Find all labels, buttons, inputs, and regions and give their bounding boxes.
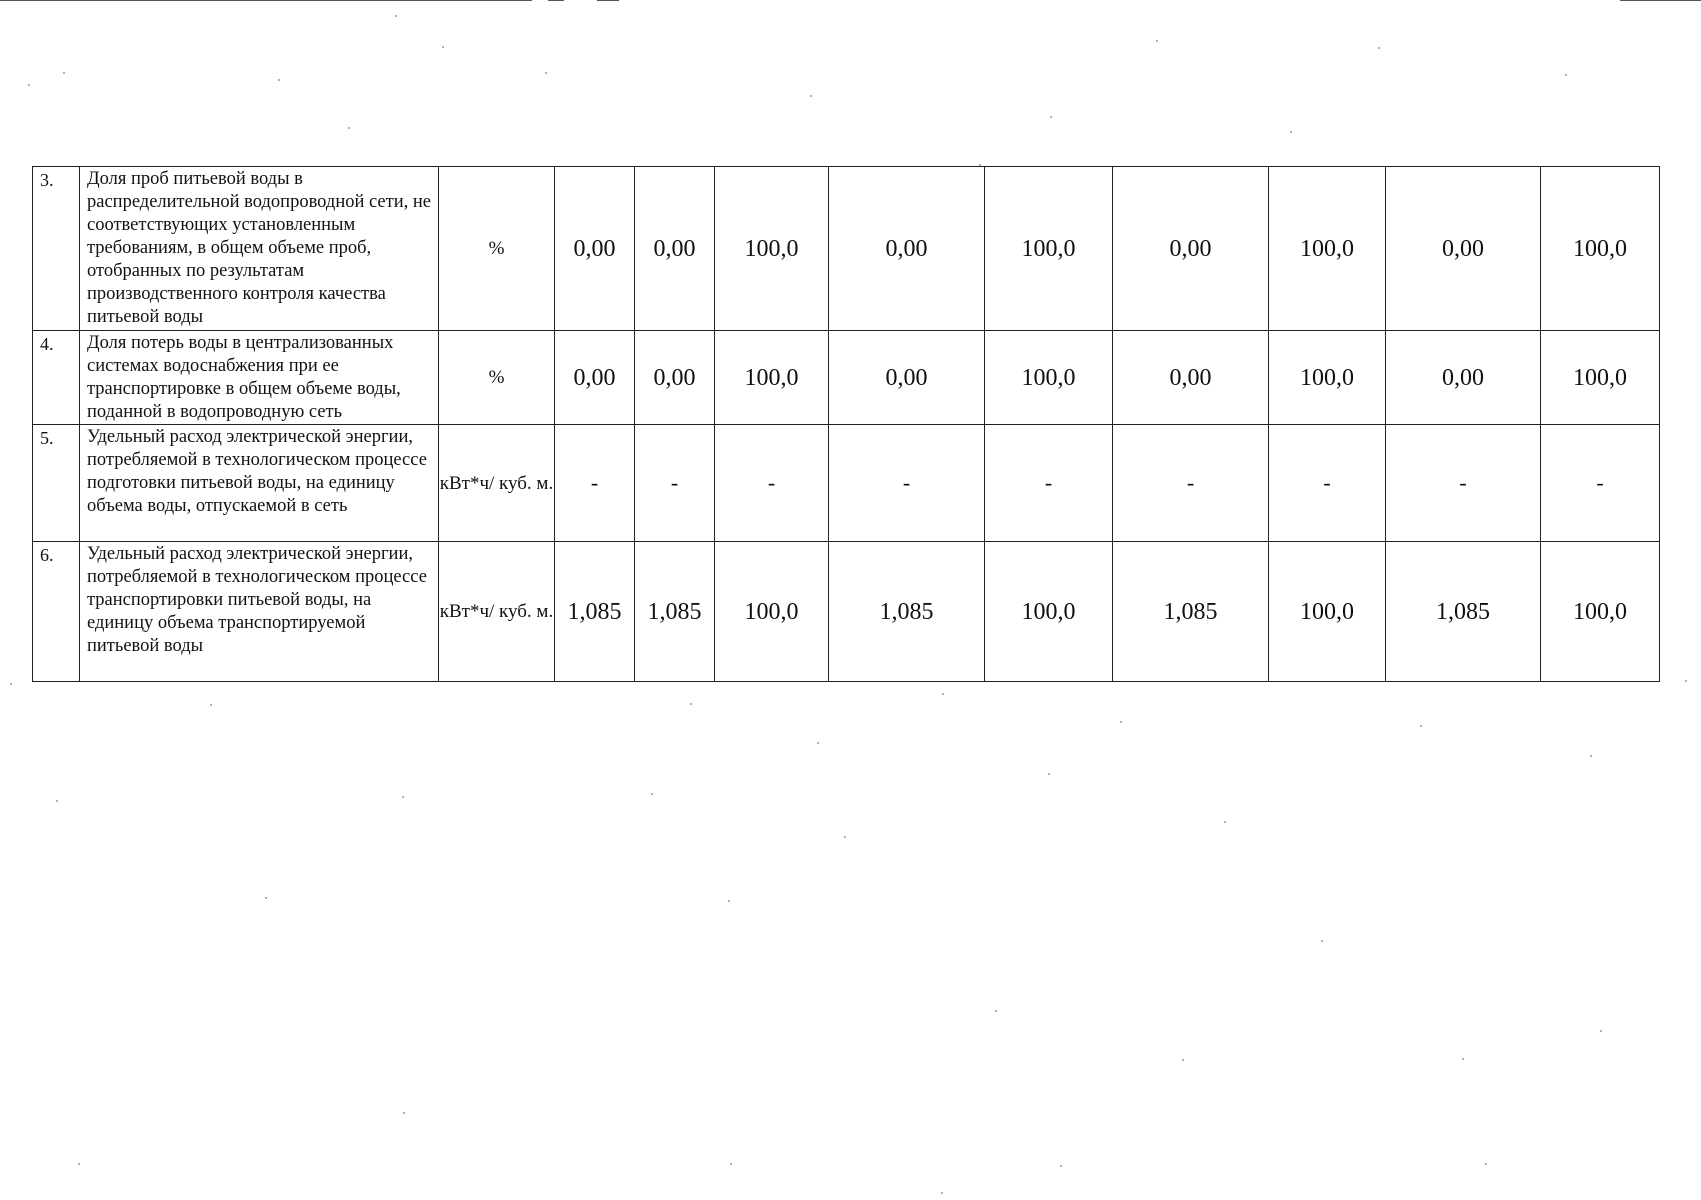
table-row (33, 542, 1660, 682)
row-number: 4. (33, 331, 80, 425)
table-row (33, 331, 1660, 425)
scan-speck (1120, 721, 1122, 723)
scan-speck (1590, 755, 1592, 757)
top-rule-left (0, 0, 532, 1)
value-cell: 100,0 (715, 331, 829, 425)
value-cell: 0,00 (555, 167, 635, 331)
scan-speck (651, 793, 653, 795)
scan-speck (844, 836, 846, 838)
scan-speck (1224, 821, 1226, 823)
value-cell: 0,00 (1113, 331, 1269, 425)
scan-speck (265, 897, 267, 899)
value-cell: 1,085 (1386, 542, 1541, 682)
value-cell: 0,00 (635, 167, 715, 331)
value-cell: 100,0 (1269, 167, 1386, 331)
scan-speck (1565, 74, 1567, 76)
value-cell: - (1541, 425, 1660, 542)
value-cell: - (1386, 425, 1541, 542)
value-cell: 100,0 (1541, 331, 1660, 425)
table-row (33, 425, 1660, 542)
scan-speck (690, 703, 692, 705)
value-cell: 100,0 (985, 167, 1113, 331)
scan-speck (28, 84, 30, 86)
scan-speck (403, 1112, 405, 1114)
indicator-description: Доля потерь воды в централизованных системах водоснабжения при ее транспортировке в общем объеме воды, поданной в водопроводную сеть (80, 331, 439, 425)
indicators-table (32, 166, 1660, 682)
scan-speck (728, 900, 730, 902)
top-rule-mark (597, 0, 619, 1)
value-cell: - (715, 425, 829, 542)
scan-speck (210, 704, 212, 706)
scan-speck (1600, 1030, 1602, 1032)
value-cell: - (1269, 425, 1386, 542)
scan-speck (1485, 1163, 1487, 1165)
value-cell: 1,085 (1113, 542, 1269, 682)
value-cell: 100,0 (985, 331, 1113, 425)
scan-speck (348, 127, 350, 129)
scan-speck (10, 683, 12, 685)
scan-speck (1182, 1059, 1184, 1061)
scan-speck (1290, 131, 1292, 133)
value-cell: 0,00 (1386, 167, 1541, 331)
value-cell: 0,00 (1386, 331, 1541, 425)
value-cell: 100,0 (715, 167, 829, 331)
value-cell: 0,00 (829, 167, 985, 331)
scan-speck (442, 46, 444, 48)
scan-speck (402, 796, 404, 798)
row-number: 6. (33, 542, 80, 682)
scan-speck (545, 72, 547, 74)
value-cell: - (829, 425, 985, 542)
scan-speck (1462, 1058, 1464, 1060)
table-row (33, 167, 1660, 331)
value-cell: 0,00 (1113, 167, 1269, 331)
row-number: 5. (33, 425, 80, 542)
row-number: 3. (33, 167, 80, 331)
scan-speck (395, 15, 397, 17)
value-cell: 1,085 (555, 542, 635, 682)
unit-cell: кВт*ч/ куб. м. (439, 425, 555, 542)
unit-cell: кВт*ч/ куб. м. (439, 542, 555, 682)
value-cell: 100,0 (1541, 542, 1660, 682)
value-cell: 100,0 (715, 542, 829, 682)
value-cell: - (635, 425, 715, 542)
value-cell: 0,00 (635, 331, 715, 425)
value-cell: 1,085 (829, 542, 985, 682)
scan-speck (63, 72, 65, 74)
unit-cell: % (439, 331, 555, 425)
scan-speck (56, 800, 58, 802)
scan-speck (1378, 47, 1380, 49)
scan-speck (942, 693, 944, 695)
value-cell: 100,0 (985, 542, 1113, 682)
value-cell: 1,085 (635, 542, 715, 682)
value-cell: 100,0 (1269, 542, 1386, 682)
scan-speck (1420, 725, 1422, 727)
scan-speck (817, 742, 819, 744)
scan-speck (78, 1163, 80, 1165)
indicator-description: Удельный расход электрической энергии, потребляемой в технологическом процессе транспортировки питьевой воды, на единицу объема транспортируемой питьевой воды (80, 542, 439, 682)
indicator-description: Удельный расход электрической энергии, потребляемой в технологическом процессе подготовки питьевой воды, на единицу объема воды, отпускаемой в сеть (80, 425, 439, 542)
top-rule-mark (548, 0, 564, 1)
value-cell: - (1113, 425, 1269, 542)
unit-cell: % (439, 167, 555, 331)
value-cell: 100,0 (1269, 331, 1386, 425)
value-cell: 100,0 (1541, 167, 1660, 331)
scan-speck (1060, 1165, 1062, 1167)
scan-speck (810, 95, 812, 97)
indicator-description: Доля проб питьевой воды в распределительной водопроводной сети, не соответствующих установленным требованиям, в общем объеме проб, отобранных по результатам производственного контроля качества питьевой воды (80, 167, 439, 331)
value-cell: 0,00 (555, 331, 635, 425)
value-cell: 0,00 (829, 331, 985, 425)
value-cell: - (555, 425, 635, 542)
scan-speck (995, 1010, 997, 1012)
scan-speck (1048, 773, 1050, 775)
top-rule-right (1620, 0, 1701, 1)
scan-speck (941, 1192, 943, 1194)
scan-speck (1156, 40, 1158, 42)
scan-speck (1685, 680, 1687, 682)
value-cell: - (985, 425, 1113, 542)
scan-speck (1050, 116, 1052, 118)
scan-speck (1321, 940, 1323, 942)
scan-speck (730, 1163, 732, 1165)
scan-speck (278, 79, 280, 81)
